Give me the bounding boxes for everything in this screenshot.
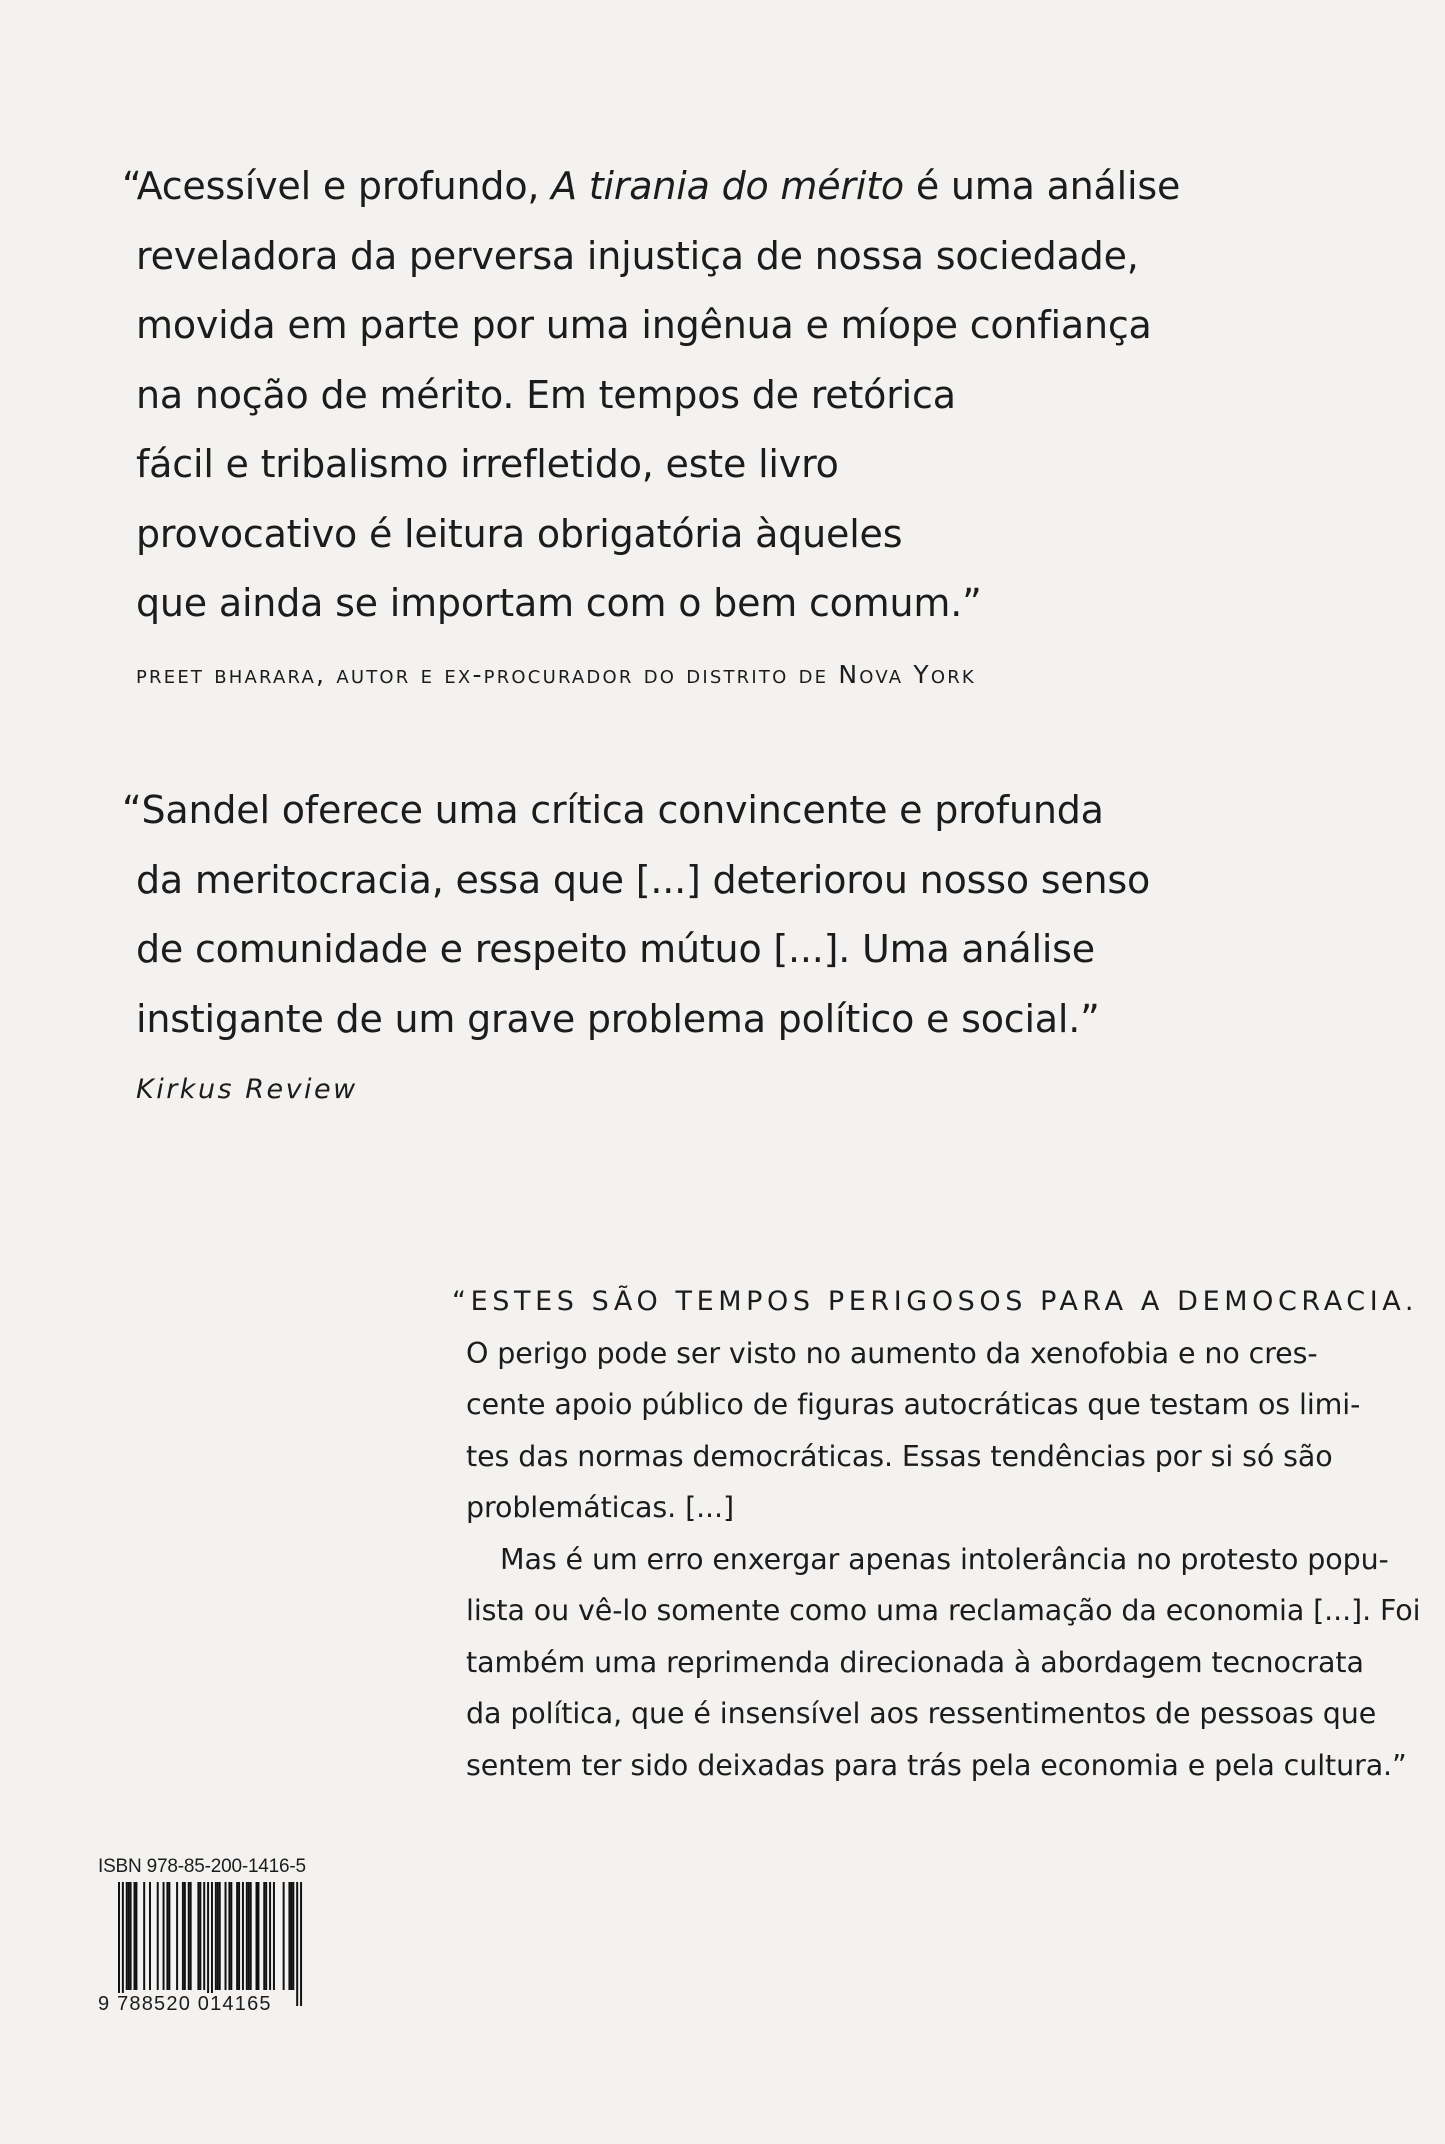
barcode-bar (163, 1882, 165, 1990)
quote-1-line-1-pre: “Acessível e profundo, (122, 164, 552, 208)
barcode-bar (188, 1882, 190, 1990)
barcode-icon (98, 1882, 306, 2006)
quote-block-2 (122, 776, 1322, 1054)
quote-1-attribution-caps: Nova York (838, 660, 976, 689)
quote-2-line-3: de comunidade e respeito mútuo [...]. Uma análise (136, 927, 1095, 971)
barcode-bar (128, 1882, 130, 1990)
barcode-bar (168, 1882, 170, 1990)
barcode-bar (182, 1882, 184, 1990)
quote-block-1 (122, 152, 1322, 639)
quote-1-line-5: fácil e tribalismo irrefletido, este livro (136, 442, 839, 486)
barcode-bar (250, 1882, 252, 1990)
quote-3-line-7: lista ou vê-lo somente como uma reclamação da economia [...]. Foi (466, 1594, 1421, 1627)
barcode-bar (130, 1882, 132, 1990)
barcode-bar (190, 1882, 192, 1990)
barcode-bar (242, 1882, 244, 1990)
barcode-bar (248, 1882, 250, 1990)
quote-1-attribution-lower: preet bharara, autor e ex-procurador do distrito de (136, 660, 839, 689)
book-title: A tirania do mérito (551, 164, 904, 208)
barcode-bar (207, 1882, 209, 2006)
barcode-bar (238, 1882, 240, 1990)
quote-3-line-2: O perigo pode ser visto no aumento da xenofobia e no cres- (466, 1336, 1318, 1370)
barcode-bar (228, 1882, 230, 1990)
barcode-bar (296, 1882, 298, 2006)
barcode-bar (265, 1882, 267, 1990)
quote-2-line-2: da meritocracia, essa que [...] deteriorou nosso senso (136, 857, 1151, 902)
barcode-bar (135, 1882, 137, 1990)
barcode-bar (257, 1882, 259, 1990)
quote-1-line-6: provocativo é leitura obrigatória àqueles (136, 511, 903, 556)
quote-2-line-1: “Sandel oferece uma crítica convincente e profunda (122, 788, 1104, 832)
quote-3-line-6: Mas é um erro enxergar apenas intolerância no protesto popu- (500, 1542, 1389, 1576)
barcode-bar (236, 1882, 238, 1990)
quote-1-line-1-post: é uma análise (903, 164, 1181, 208)
barcode-bar (225, 1882, 227, 1990)
barcode-bar (217, 1882, 219, 1990)
barcode-bar (211, 1882, 213, 2006)
barcode-bar (300, 1882, 302, 2006)
barcode-bar (199, 1882, 201, 1990)
quote-1-attribution (136, 660, 976, 689)
quote-3-line-8: também uma reprimenda direcionada à abordagem tecnocrata (466, 1645, 1364, 1679)
barcode-bar (292, 1882, 294, 1990)
barcode-bar (230, 1882, 232, 1990)
quote-1-line-2: reveladora da perversa injustiça de nossa sociedade, (136, 233, 1139, 278)
quote-1-line-3: movida em parte por uma ingênua e míope confiança (136, 303, 1152, 347)
quote-3-line-9: da política, que é insensível aos ressentimentos de pessoas que (466, 1697, 1377, 1730)
barcode-bar (143, 1882, 145, 1990)
quote-2-line-4: instigante de um grave problema político e social.” (136, 996, 1100, 1041)
quote-3-line-4: tes das normas democráticas. Essas tendências por si só são (466, 1439, 1333, 1473)
barcode-bar (126, 1882, 128, 1990)
barcode-bar (133, 1882, 135, 1990)
barcode-bar (166, 1882, 168, 1990)
barcode-bar (263, 1882, 265, 1990)
barcode-bar (157, 1882, 159, 1990)
barcode-bar (215, 1882, 217, 1990)
barcode-bar (246, 1882, 248, 1990)
quote-2-attribution: Kirkus Review (136, 1074, 358, 1105)
barcode-bar (283, 1882, 285, 1990)
barcode-bar (203, 1882, 205, 1990)
quote-1-line-7: que ainda se importam com o bem comum.” (136, 581, 982, 625)
quote-3-line-5: problemáticas. [...] (466, 1491, 734, 1524)
barcode-bar (269, 1882, 271, 1990)
barcode-bar (149, 1882, 151, 1990)
quote-1-line-4: na noção de mérito. Em tempos de retórica (136, 372, 956, 417)
barcode-bar (273, 1882, 275, 1990)
barcode-bar (122, 1882, 124, 2006)
barcode-bar (290, 1882, 292, 1990)
barcode-digits: 9 788520 014165 (98, 1993, 272, 2015)
quote-3-line-3: cente apoio público de figuras autocráticas que testam os limi- (466, 1388, 1361, 1421)
quote-3-line-1: “ESTES SÃO TEMPOS PERIGOSOS PARA A DEMOCRACIA. (452, 1286, 1419, 1317)
quote-block-3 (452, 1276, 1421, 1791)
barcode-bar (288, 1882, 290, 1990)
isbn-label: ISBN 978-85-200-1416-5 (98, 1856, 306, 1877)
barcode-bar (197, 1882, 199, 1990)
barcode-bar (118, 1882, 120, 2006)
quote-1-line-1 (122, 152, 1322, 222)
barcode-bar (256, 1882, 258, 1990)
barcode-bar (176, 1882, 178, 1990)
barcode-bar (219, 1882, 221, 1990)
quote-3-line-10: sentem ter sido deixadas para trás pela economia e pela cultura.” (466, 1748, 1407, 1782)
barcode-bar (184, 1882, 186, 1990)
